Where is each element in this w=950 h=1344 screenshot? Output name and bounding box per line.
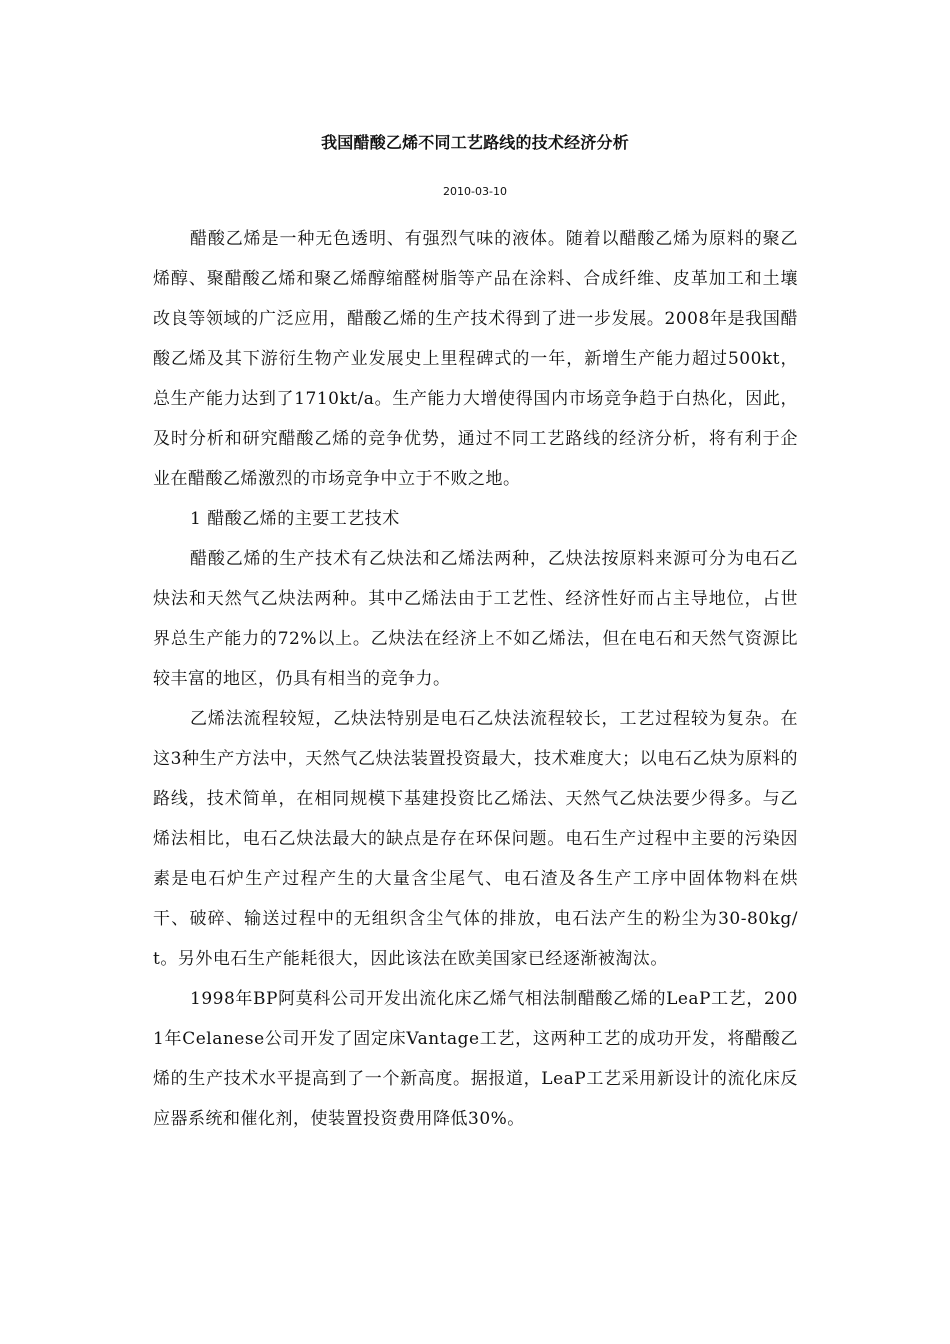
paragraph-process-comparison: 乙烯法流程较短，乙炔法特别是电石乙炔法流程较长，工艺过程较为复杂。在这3种生产方法中，天然气乙炔法装置投资最大，技术难度大；以电石乙炔为原料的路线，技术简单，在相同规模下基建投资比乙烯法、天然气乙炔法要少得多。与乙烯法相比，电石乙炔法最大的缺点是存在环保问题。电石生产过程中主要的污染因素是电石炉生产过程产生的大量含尘尾气、电石渣及各生产工序中固体物料在烘干、破碎、输送过程中的无组织含尘气体的排放，电石法产生的粉尘为30-80kg/t。另外电石生产能耗很大，因此该法在欧美国家已经逐渐被淘汰。 bbox=[153, 709, 798, 969]
publish-date: 2010-03-10 bbox=[443, 185, 507, 198]
section-heading: 1 醋酸乙烯的主要工艺技术 bbox=[190, 509, 400, 529]
article-body bbox=[153, 219, 798, 1139]
paragraph-intro: 醋酸乙烯是一种无色透明、有强烈气味的液体。随着以醋酸乙烯为原料的聚乙烯醇、聚醋酸乙烯和聚乙烯醇缩醛树脂等产品在涂料、合成纤维、皮革加工和土壤改良等领域的广泛应用，醋酸乙烯的生产技术得到了进一步发展。2008年是我国醋酸乙烯及其下游衍生物产业发展史上里程碑式的一年，新增生产能力超过500kt，总生产能力达到了1710kt/a。生产能力大增使得国内市场竞争趋于白热化，因此，及时分析和研究醋酸乙烯的竞争优势，通过不同工艺路线的经济分析，将有利于企业在醋酸乙烯激烈的市场竞争中立于不败之地。 bbox=[153, 229, 798, 489]
paragraph-new-technologies: 1998年BP阿莫科公司开发出流化床乙烯气相法制醋酸乙烯的LeaP工艺，2001年Celanese公司开发了固定床Vantage工艺，这两种工艺的成功开发，将醋酸乙烯的生产技术水平提高到了一个新高度。据报道，LeaP工艺采用新设计的流化床反应器系统和催化剂，使装置投资费用降低30%。 bbox=[153, 989, 798, 1129]
document-title: 我国醋酸乙烯不同工艺路线的技术经济分析 bbox=[321, 133, 629, 152]
paragraph-process-overview: 醋酸乙烯的生产技术有乙炔法和乙烯法两种，乙炔法按原料来源可分为电石乙炔法和天然气乙炔法两种。其中乙烯法由于工艺性、经济性好而占主导地位，占世界总生产能力的72%以上。乙炔法在经济上不如乙烯法，但在电石和天然气资源比较丰富的地区，仍具有相当的竞争力。 bbox=[153, 549, 798, 689]
